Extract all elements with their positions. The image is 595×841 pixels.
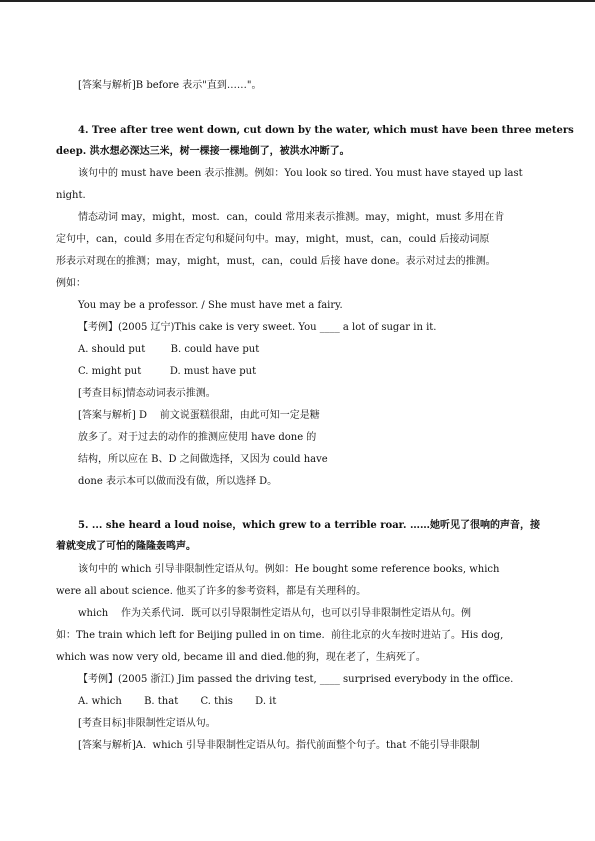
- exam-answer: [答案与解析]A. which 引导非限制性定语从句。指代前面整个句子。that 不能引导非限制: [78, 740, 480, 751]
- section-5-title-cont: 着就变成了可怕的隆隆轰鸣声。: [56, 541, 196, 552]
- page-top-rule: [0, 0, 595, 2]
- section-4-title-cont: deep. 洪水想必深达三米，树一棵接一棵地倒了，被洪水冲断了。: [56, 146, 350, 157]
- paragraph-line: 定句中，can，could 多用在否定句和疑问句中。may，might，must，can，could 后接动词原: [56, 234, 490, 245]
- exam-target: [考查目标]非限制性定语从句。: [78, 718, 216, 729]
- exam-answer-cont: 结构，所以应在 B、D 之间做选择，又因为 could have: [78, 454, 328, 465]
- paragraph-line: 情态动词 may，might，most．can，could 常用来表示推测。may，might，must 多用在肯: [78, 212, 505, 223]
- exam-question: 【考例】(2005 浙江) Jim passed the driving test, ____ surprised everybody in the office.: [78, 674, 514, 685]
- exam-answer-cont: done 表示本可以做而没有做，所以选择 D。: [78, 476, 278, 487]
- exam-options: A. which B. that C. this D. it: [78, 696, 277, 707]
- answer-line: [答案与解析]B before 表示"直到……"。: [78, 80, 262, 91]
- paragraph-line: which 作为关系代词．既可以引导限制性定语从句，也可以引导非限制性定语从句。例: [78, 608, 471, 619]
- paragraph-line: were all about science. 他买了许多的参考资料，都是有关理科的。: [56, 586, 367, 597]
- paragraph-line: 该句中的 which 引导非限制性定语从句。例如：He bought some reference books, which: [78, 564, 500, 575]
- exam-question: 【考例】(2005 辽宁)This cake is very sweet. You ____ a lot of sugar in it.: [78, 322, 437, 333]
- example-line: You may be a professor. / She must have met a fairy.: [78, 300, 343, 311]
- paragraph-line: night.: [56, 190, 86, 201]
- exam-answer-cont: 放多了。对于过去的动作的推测应使用 have done 的: [78, 432, 317, 443]
- paragraph-line: 该句中的 must have been 表示推测。例如：You look so tired. You must have stayed up last: [78, 168, 523, 179]
- paragraph-line: 如：The train which left for Beijing pulled in on time. 前往北京的火车按时进站了。His dog,: [56, 630, 504, 641]
- exam-options: C. might put D. must have put: [78, 366, 257, 377]
- section-4-title: 4. Tree after tree went down, cut down by the water, which must have been three meters: [78, 125, 574, 136]
- paragraph-line: which was now very old, became ill and died.他的狗，现在老了，生病死了。: [56, 652, 426, 663]
- section-5-title: 5. ... she heard a loud noise，which grew to a terrible roar. ……她听见了很响的声音，接: [78, 520, 540, 531]
- exam-target: [考查目标]情态动词表示推测。: [78, 388, 216, 399]
- exam-answer: [答案与解析] D 前文说蛋糕很甜，由此可知一定是糖: [78, 410, 320, 421]
- paragraph-line: 例如：: [56, 278, 86, 289]
- exam-options: A. should put B. could have put: [78, 344, 260, 355]
- paragraph-line: 形表示对现在的推测；may，might，must，can，could 后接 have done。表示对过去的推测。: [56, 256, 496, 267]
